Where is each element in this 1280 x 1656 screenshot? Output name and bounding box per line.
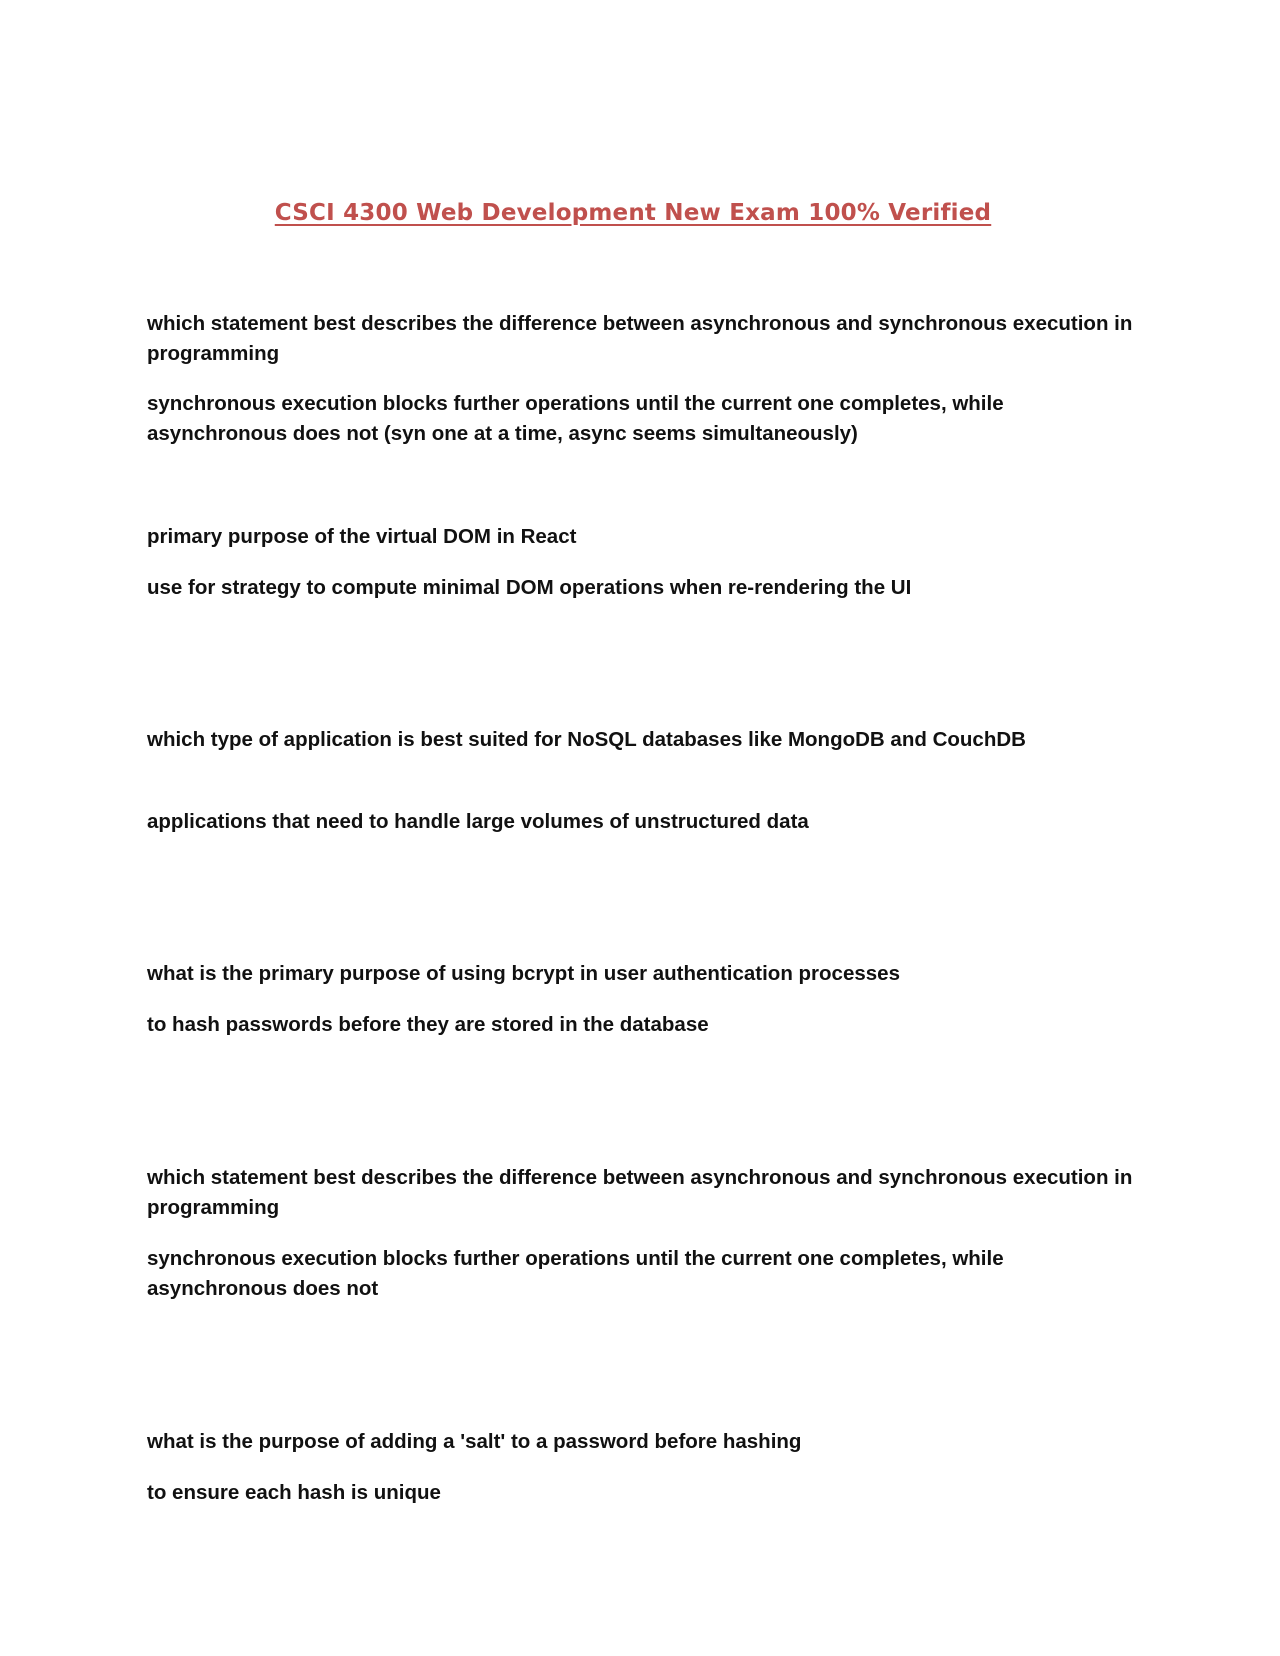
answer-3: applications that need to handle large volumes of unstructured data <box>147 810 809 833</box>
answer-4: to hash passwords before they are stored in the database <box>147 1013 709 1036</box>
question-6: what is the purpose of adding a 'salt' to a password before hashing <box>147 1430 802 1453</box>
answer-1: synchronous execution blocks further operations until the current one completes, while asynchronous does not (syn one at a time, async seems simultaneously) <box>147 392 1004 445</box>
question-3: which type of application is best suited for NoSQL databases like MongoDB and CouchDB <box>147 728 1026 751</box>
question-2: primary purpose of the virtual DOM in React <box>147 525 577 548</box>
question-4: what is the primary purpose of using bcrypt in user authentication processes <box>147 962 900 985</box>
answer-6: to ensure each hash is unique <box>147 1481 441 1504</box>
answer-2: use for strategy to compute minimal DOM operations when re-rendering the UI <box>147 576 912 599</box>
answer-5: synchronous execution blocks further operations until the current one completes, while asynchronous does not <box>147 1247 1004 1300</box>
question-5: which statement best describes the difference between asynchronous and synchronous execution in programming <box>147 1166 1133 1219</box>
document-title: CSCI 4300 Web Development New Exam 100% Verified <box>274 200 992 226</box>
question-1: which statement best describes the difference between asynchronous and synchronous execution in programming <box>147 312 1133 365</box>
